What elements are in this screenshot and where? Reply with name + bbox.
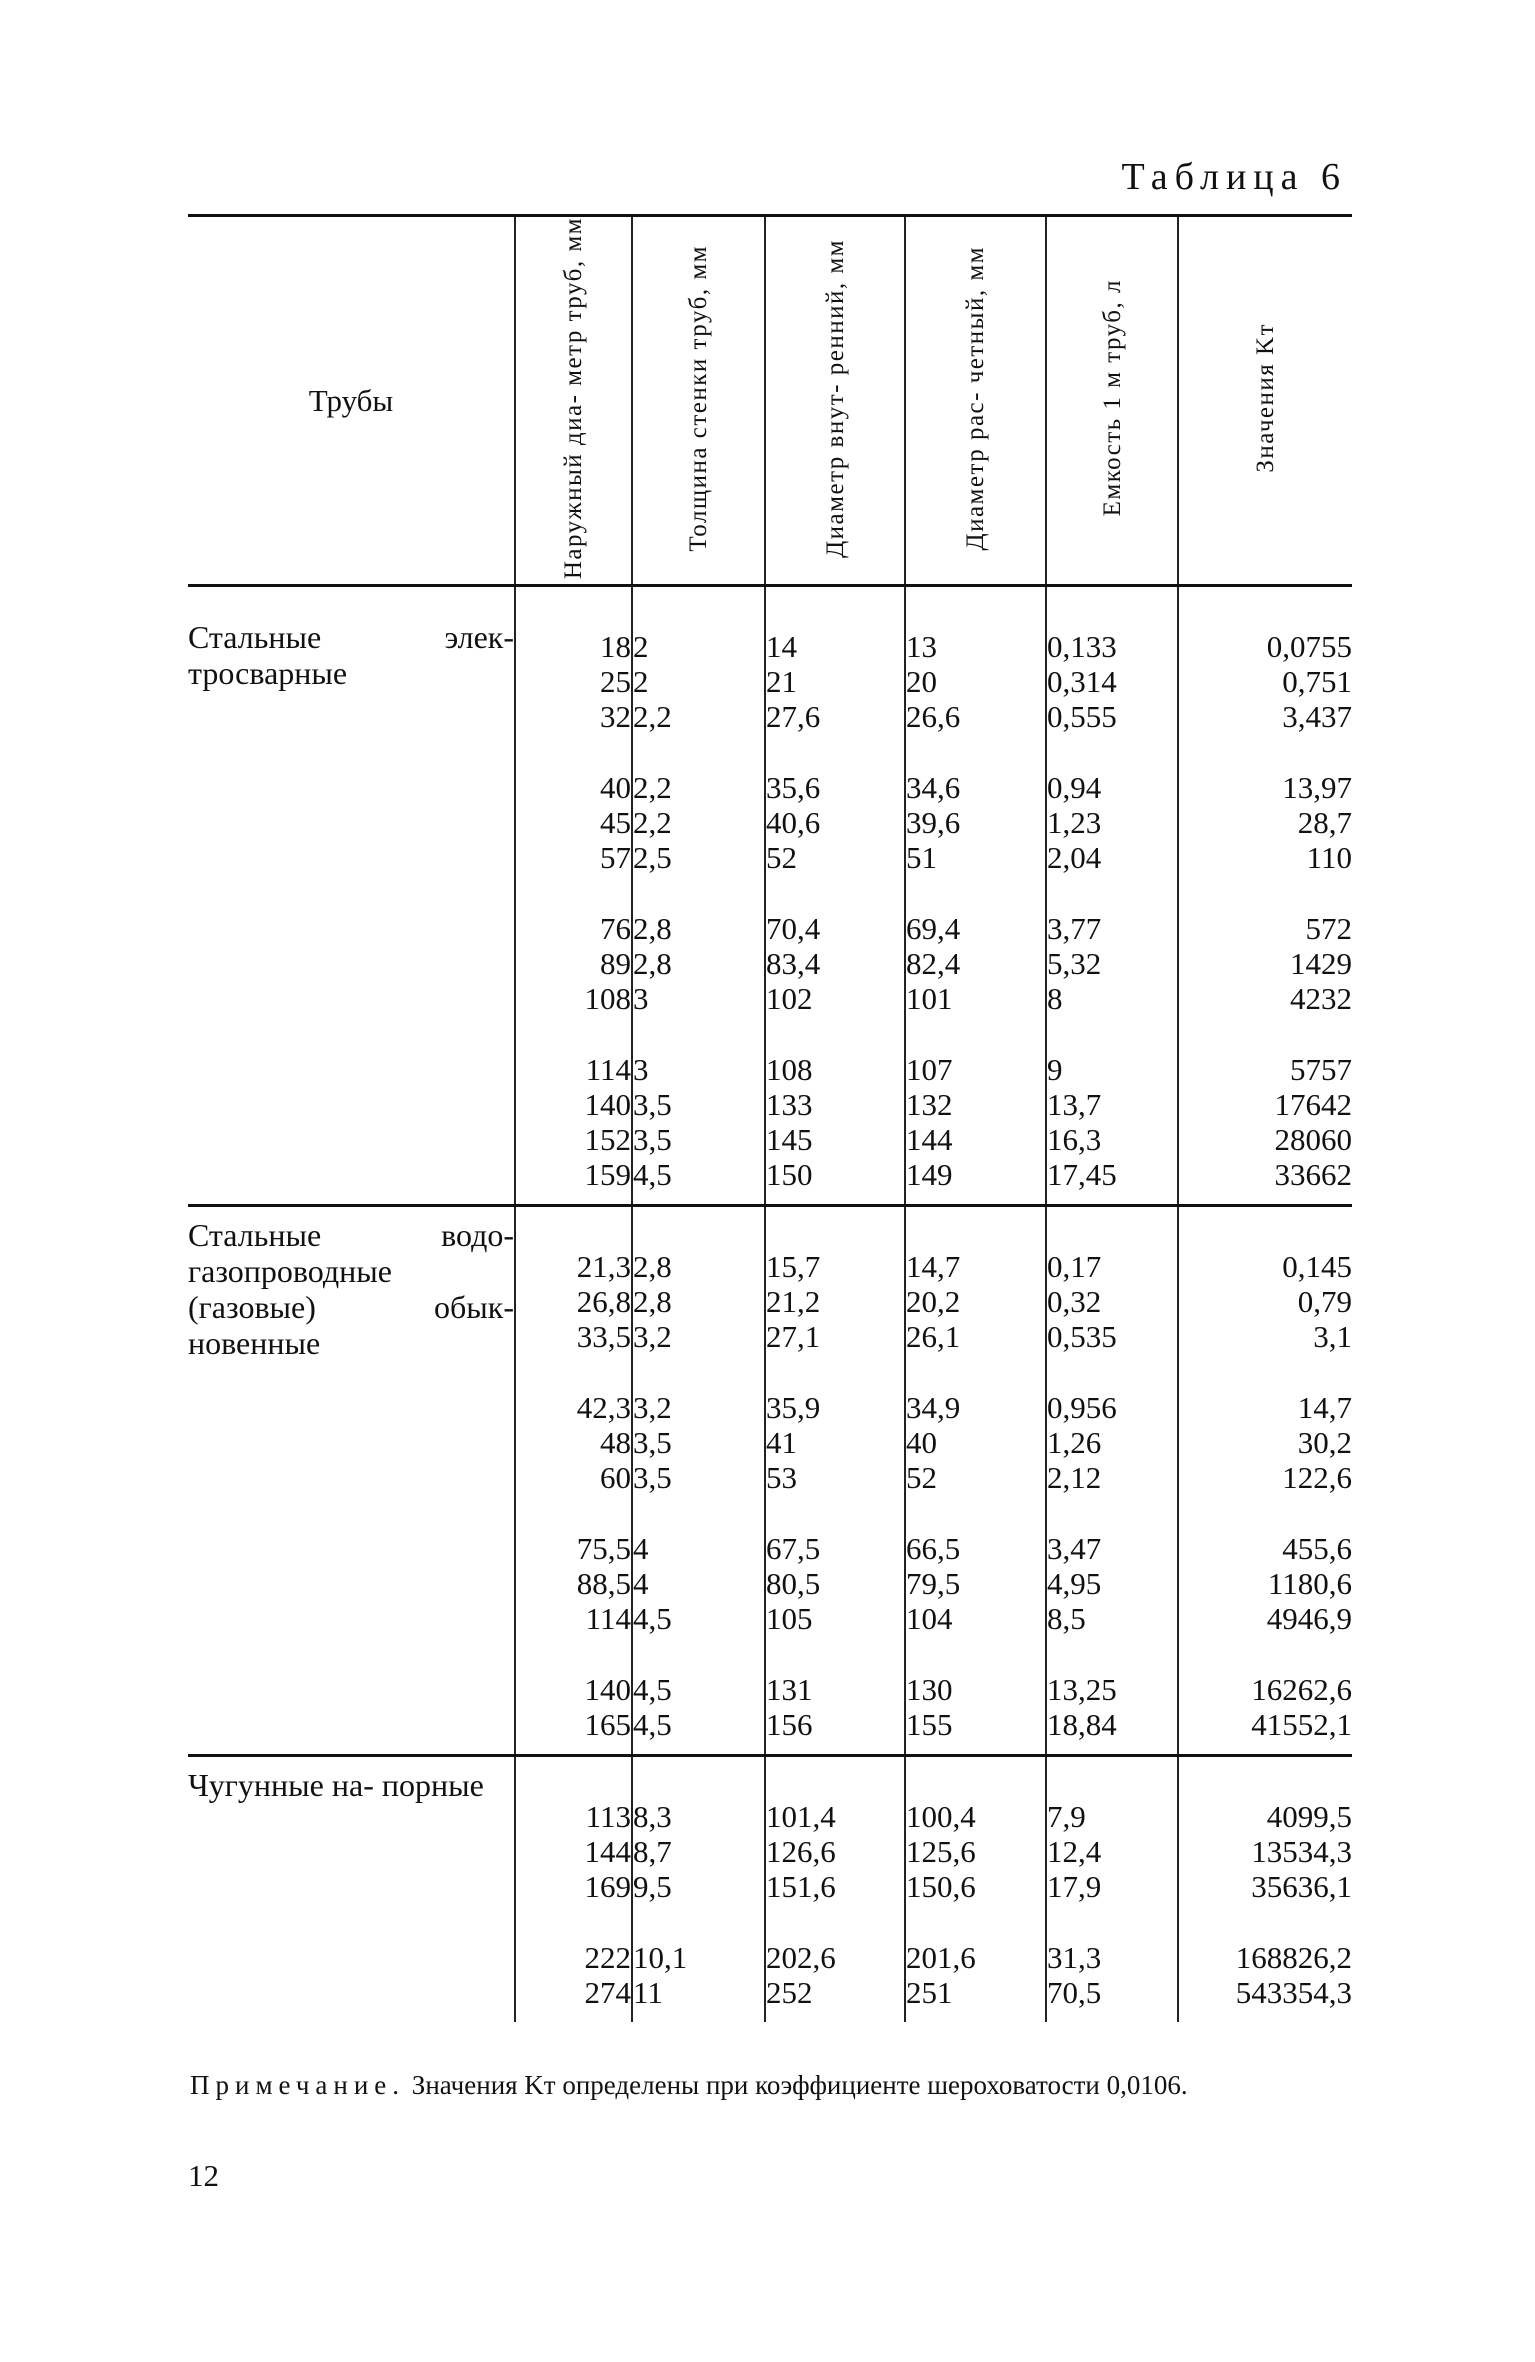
cell-capacity: 18,84 [1047, 1707, 1117, 1743]
cell-wall-thickness: 8,3 [633, 1799, 672, 1835]
cell-design-diameter: 26,1 [906, 1319, 961, 1355]
header-design-diameter: Диаметр рас- четный, мм [905, 216, 1046, 586]
column-inner-diameter [765, 586, 905, 1206]
cell-kt-value: 110 [1306, 840, 1352, 876]
cell-design-diameter: 132 [906, 1087, 953, 1123]
column-kt-value [1178, 586, 1352, 1206]
cell-inner-diameter: 101,4 [766, 1799, 836, 1835]
cell-kt-value: 0,79 [1297, 1284, 1352, 1320]
cell-capacity: 0,32 [1047, 1284, 1102, 1320]
cell-capacity: 1,26 [1047, 1425, 1102, 1461]
cell-design-diameter: 149 [906, 1157, 953, 1193]
cell-kt-value: 30,2 [1297, 1425, 1352, 1461]
cell-inner-diameter: 151,6 [766, 1869, 836, 1905]
cell-wall-thickness: 4,5 [633, 1157, 672, 1193]
cell-capacity: 0,17 [1047, 1249, 1102, 1285]
cell-kt-value: 4232 [1290, 981, 1352, 1017]
cell-outer-diameter: 108 [584, 981, 631, 1017]
column-wall-thickness [632, 1756, 765, 2023]
cell-kt-value: 16262,6 [1251, 1672, 1352, 1708]
cell-outer-diameter: 40 [600, 770, 631, 806]
cell-design-diameter: 40 [906, 1425, 937, 1461]
cell-inner-diameter: 21,2 [766, 1284, 821, 1320]
cell-inner-diameter: 21 [766, 664, 797, 700]
cell-wall-thickness: 3,5 [633, 1425, 672, 1461]
pipe-group-name: Стальные водо- газопроводные (газовые) обык- новенные [188, 1206, 515, 1756]
cell-outer-diameter: 274 [584, 1975, 631, 2011]
cell-capacity: 13,25 [1047, 1672, 1117, 1708]
header-wall-thickness: Толщина стенки труб, мм [632, 216, 765, 586]
column-inner-diameter [765, 1756, 905, 2023]
cell-kt-value: 0,0755 [1266, 629, 1352, 665]
cell-inner-diameter: 70,4 [766, 911, 821, 947]
cell-inner-diameter: 41 [766, 1425, 797, 1461]
cell-outer-diameter: 114 [585, 1052, 631, 1088]
cell-outer-diameter: 144 [584, 1834, 631, 1870]
cell-inner-diameter: 108 [766, 1052, 813, 1088]
column-design-diameter [905, 586, 1046, 1206]
cell-kt-value: 3,437 [1282, 699, 1352, 735]
cell-capacity: 17,45 [1047, 1157, 1117, 1193]
cell-design-diameter: 125,6 [906, 1834, 976, 1870]
cell-capacity: 9 [1047, 1052, 1063, 1088]
cell-inner-diameter: 35,9 [766, 1390, 821, 1426]
cell-inner-diameter: 252 [766, 1975, 813, 2011]
cell-kt-value: 5757 [1290, 1052, 1352, 1088]
cell-inner-diameter: 83,4 [766, 946, 821, 982]
cell-capacity: 2,04 [1047, 840, 1102, 876]
cell-capacity: 2,12 [1047, 1460, 1102, 1496]
cell-kt-value: 4946,9 [1266, 1601, 1352, 1637]
cell-design-diameter: 34,9 [906, 1390, 961, 1426]
cell-kt-value: 122,6 [1282, 1460, 1352, 1496]
cell-outer-diameter: 76 [600, 911, 631, 947]
cell-wall-thickness: 3 [633, 1052, 649, 1088]
cell-outer-diameter: 222 [584, 1940, 631, 1976]
cell-inner-diameter: 40,6 [766, 805, 821, 841]
column-kt-value [1178, 1206, 1352, 1756]
cell-inner-diameter: 202,6 [766, 1940, 836, 1976]
table-header [188, 216, 1352, 586]
cell-outer-diameter: 21,3 [576, 1249, 631, 1285]
cell-outer-diameter: 25 [600, 664, 631, 700]
cell-wall-thickness: 2,8 [633, 1284, 672, 1320]
table-note [190, 2068, 1350, 2102]
cell-design-diameter: 107 [906, 1052, 953, 1088]
cell-capacity: 0,314 [1047, 664, 1117, 700]
cell-design-diameter: 155 [906, 1707, 953, 1743]
cell-wall-thickness: 3,5 [633, 1087, 672, 1123]
cell-kt-value: 455,6 [1282, 1531, 1352, 1567]
cell-wall-thickness: 4,5 [633, 1707, 672, 1743]
cell-kt-value: 13534,3 [1251, 1834, 1352, 1870]
cell-outer-diameter: 169 [584, 1869, 631, 1905]
cell-capacity: 3,77 [1047, 911, 1102, 947]
cell-design-diameter: 52 [906, 1460, 937, 1496]
cell-design-diameter: 69,4 [906, 911, 961, 947]
cell-capacity: 0,133 [1047, 629, 1117, 665]
cell-inner-diameter: 156 [766, 1707, 813, 1743]
cell-inner-diameter: 131 [766, 1672, 813, 1708]
cell-design-diameter: 150,6 [906, 1869, 976, 1905]
cell-design-diameter: 251 [906, 1975, 953, 2011]
column-design-diameter [905, 1756, 1046, 2023]
cell-design-diameter: 66,5 [906, 1531, 961, 1567]
cell-outer-diameter: 165 [584, 1707, 631, 1743]
cell-kt-value: 33662 [1274, 1157, 1352, 1193]
cell-wall-thickness: 2,2 [633, 770, 672, 806]
header-pipes: Трубы [188, 216, 515, 586]
cell-wall-thickness: 4 [633, 1566, 649, 1602]
cell-inner-diameter: 35,6 [766, 770, 821, 806]
cell-wall-thickness: 4,5 [633, 1672, 672, 1708]
cell-capacity: 0,535 [1047, 1319, 1117, 1355]
cell-kt-value: 572 [1305, 911, 1352, 947]
cell-capacity: 8 [1047, 981, 1063, 1017]
column-wall-thickness [632, 586, 765, 1206]
pipe-group-name: Стальные элек- тросварные [188, 619, 514, 692]
table-row-group [188, 1756, 1352, 2023]
cell-inner-diameter: 52 [766, 840, 797, 876]
cell-design-diameter: 130 [906, 1672, 953, 1708]
pipe-table [188, 214, 1352, 2022]
cell-capacity: 0,94 [1047, 770, 1102, 806]
cell-capacity: 5,32 [1047, 946, 1102, 982]
table-caption: Таблица 6 [1121, 156, 1347, 198]
cell-capacity: 16,3 [1047, 1122, 1102, 1158]
column-outer-diameter [515, 586, 632, 1206]
cell-design-diameter: 104 [906, 1601, 953, 1637]
page-number: 12 [188, 2158, 219, 2193]
cell-design-diameter: 144 [906, 1122, 953, 1158]
cell-wall-thickness: 4 [633, 1531, 649, 1567]
header-kt-values: Значения Kт [1178, 216, 1352, 586]
note-lead: Примечание. [190, 2070, 406, 2100]
cell-design-diameter: 79,5 [906, 1566, 961, 1602]
cell-kt-value: 543354,3 [1235, 1975, 1352, 2011]
cell-wall-thickness: 2,2 [633, 805, 672, 841]
header-capacity: Емкость 1 м труб, л [1046, 216, 1178, 586]
cell-kt-value: 1429 [1290, 946, 1352, 982]
column-outer-diameter [515, 1756, 632, 2023]
column-kt-value [1178, 1756, 1352, 2023]
cell-outer-diameter: 140 [584, 1087, 631, 1123]
cell-design-diameter: 82,4 [906, 946, 961, 982]
cell-outer-diameter: 114 [585, 1601, 631, 1637]
cell-capacity: 12,4 [1047, 1834, 1102, 1870]
cell-wall-thickness: 2,8 [633, 911, 672, 947]
cell-design-diameter: 34,6 [906, 770, 961, 806]
cell-wall-thickness: 3,2 [633, 1319, 672, 1355]
column-wall-thickness [632, 1206, 765, 1756]
cell-outer-diameter: 18 [600, 629, 631, 665]
cell-kt-value: 13,97 [1282, 770, 1352, 806]
cell-capacity: 7,9 [1047, 1799, 1086, 1835]
cell-kt-value: 41552,1 [1251, 1707, 1352, 1743]
cell-inner-diameter: 133 [766, 1087, 813, 1123]
cell-design-diameter: 13 [906, 629, 937, 665]
cell-inner-diameter: 126,6 [766, 1834, 836, 1870]
cell-kt-value: 28,7 [1297, 805, 1352, 841]
cell-design-diameter: 20 [906, 664, 937, 700]
cell-capacity: 17,9 [1047, 1869, 1102, 1905]
note-text: Значения Kт определены при коэффициенте шероховатости 0,0106. [411, 2070, 1188, 2100]
cell-wall-thickness: 3 [633, 981, 649, 1017]
cell-kt-value: 14,7 [1297, 1390, 1352, 1426]
cell-inner-diameter: 67,5 [766, 1531, 821, 1567]
cell-inner-diameter: 102 [766, 981, 813, 1017]
cell-design-diameter: 101 [906, 981, 953, 1017]
cell-outer-diameter: 113 [585, 1799, 631, 1835]
column-inner-diameter [765, 1206, 905, 1756]
header-outer-diameter: Наружный диа- метр труб, мм [515, 216, 632, 586]
table-body [188, 586, 1352, 2023]
cell-outer-diameter: 152 [584, 1122, 631, 1158]
cell-wall-thickness: 4,5 [633, 1601, 672, 1637]
cell-inner-diameter: 80,5 [766, 1566, 821, 1602]
header-inner-diameter: Диаметр внут- ренний, мм [765, 216, 905, 586]
cell-wall-thickness: 2,2 [633, 699, 672, 735]
cell-outer-diameter: 75,5 [576, 1531, 631, 1567]
cell-kt-value: 17642 [1274, 1087, 1352, 1123]
cell-outer-diameter: 33,5 [576, 1319, 631, 1355]
cell-kt-value: 168826,2 [1235, 1940, 1352, 1976]
cell-kt-value: 0,751 [1282, 664, 1352, 700]
cell-design-diameter: 201,6 [906, 1940, 976, 1976]
cell-outer-diameter: 60 [600, 1460, 631, 1496]
cell-outer-diameter: 88,5 [576, 1566, 631, 1602]
cell-wall-thickness: 2,8 [633, 946, 672, 982]
cell-design-diameter: 39,6 [906, 805, 961, 841]
cell-outer-diameter: 159 [584, 1157, 631, 1193]
cell-capacity: 3,47 [1047, 1531, 1102, 1567]
column-capacity [1046, 1206, 1178, 1756]
cell-wall-thickness: 2 [633, 629, 649, 665]
cell-design-diameter: 14,7 [906, 1249, 961, 1285]
cell-capacity: 70,5 [1047, 1975, 1102, 2011]
column-design-diameter [905, 1206, 1046, 1756]
column-capacity [1046, 586, 1178, 1206]
cell-outer-diameter: 42,3 [576, 1390, 631, 1426]
cell-inner-diameter: 14 [766, 629, 797, 665]
cell-capacity: 0,956 [1047, 1390, 1117, 1426]
cell-inner-diameter: 145 [766, 1122, 813, 1158]
cell-kt-value: 35636,1 [1251, 1869, 1352, 1905]
cell-outer-diameter: 48 [600, 1425, 631, 1461]
cell-outer-diameter: 32 [600, 699, 631, 735]
cell-design-diameter: 26,6 [906, 699, 961, 735]
cell-wall-thickness: 9,5 [633, 1869, 672, 1905]
cell-kt-value: 4099,5 [1266, 1799, 1352, 1835]
cell-outer-diameter: 89 [600, 946, 631, 982]
cell-kt-value: 0,145 [1282, 1249, 1352, 1285]
pipe-group-name: Чугунные на- порные [188, 1756, 515, 2023]
table-row-group [188, 586, 1352, 1206]
cell-inner-diameter: 105 [766, 1601, 813, 1637]
cell-kt-value: 1180,6 [1267, 1566, 1352, 1602]
cell-outer-diameter: 140 [584, 1672, 631, 1708]
cell-wall-thickness: 2,5 [633, 840, 672, 876]
cell-inner-diameter: 15,7 [766, 1249, 821, 1285]
cell-inner-diameter: 27,6 [766, 699, 821, 735]
cell-inner-diameter: 150 [766, 1157, 813, 1193]
cell-wall-thickness: 2,8 [633, 1249, 672, 1285]
cell-wall-thickness: 3,5 [633, 1122, 672, 1158]
cell-design-diameter: 100,4 [906, 1799, 976, 1835]
cell-design-diameter: 51 [906, 840, 937, 876]
cell-wall-thickness: 10,1 [633, 1940, 688, 1976]
cell-inner-diameter: 53 [766, 1460, 797, 1496]
cell-wall-thickness: 3,2 [633, 1390, 672, 1426]
column-capacity [1046, 1756, 1178, 2023]
cell-wall-thickness: 8,7 [633, 1834, 672, 1870]
cell-kt-value: 3,1 [1313, 1319, 1352, 1355]
cell-wall-thickness: 3,5 [633, 1460, 672, 1496]
cell-wall-thickness: 2 [633, 664, 649, 700]
cell-capacity: 0,555 [1047, 699, 1117, 735]
cell-inner-diameter: 27,1 [766, 1319, 821, 1355]
cell-capacity: 31,3 [1047, 1940, 1102, 1976]
cell-design-diameter: 20,2 [906, 1284, 961, 1320]
column-outer-diameter [515, 1206, 632, 1756]
cell-capacity: 13,7 [1047, 1087, 1102, 1123]
cell-outer-diameter: 57 [600, 840, 631, 876]
cell-capacity: 1,23 [1047, 805, 1102, 841]
table-row-group [188, 1206, 1352, 1756]
cell-wall-thickness: 11 [633, 1975, 663, 2011]
cell-kt-value: 28060 [1274, 1122, 1352, 1158]
cell-capacity: 4,95 [1047, 1566, 1102, 1602]
cell-outer-diameter: 45 [600, 805, 631, 841]
cell-outer-diameter: 26,8 [576, 1284, 631, 1320]
cell-capacity: 8,5 [1047, 1601, 1086, 1637]
